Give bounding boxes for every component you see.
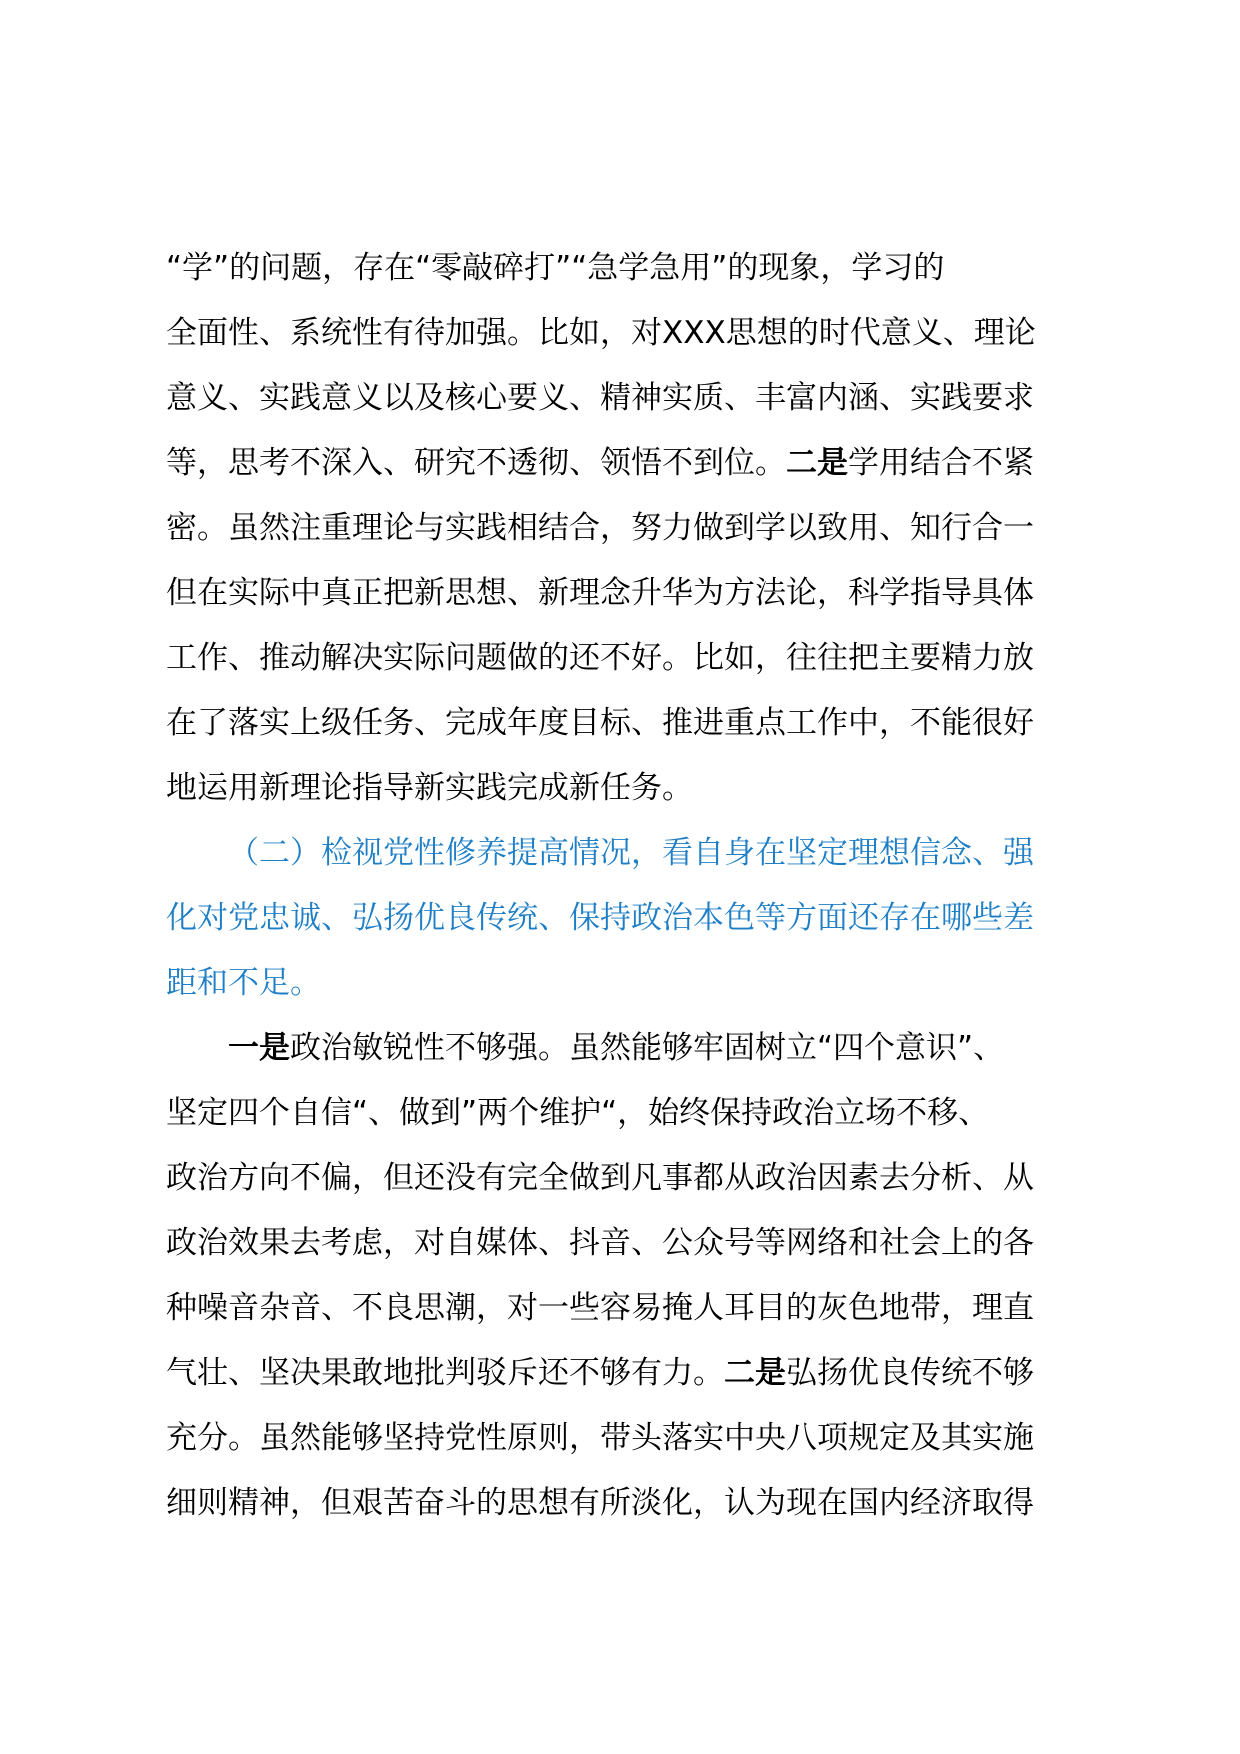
text-run: 弘扬优良传统不够 bbox=[786, 1355, 1034, 1391]
text-line: 意义、实践意义以及核心要义、精神实质、丰富内涵、实践要求 bbox=[166, 380, 1034, 416]
text-line: 但在实际中真正把新思想、新理念升华为方法论，科学指导具体 bbox=[166, 575, 1034, 611]
text-line bbox=[166, 1016, 1094, 1081]
text-line: 全面性、系统性有待加强。比如，对XXX思想的时代意义、理论 bbox=[166, 315, 1036, 351]
text-run: 政治敏锐性不够强。虽然能够牢固树立“四个意识”、 bbox=[290, 1030, 1005, 1066]
document-body bbox=[166, 236, 1094, 1536]
text-line: 细则精神，但艰苦奋斗的思想有所淡化，认为现在国内经济取得 bbox=[166, 1485, 1034, 1521]
text-run: 气壮、坚决果敢地批判驳斥还不够有力。 bbox=[166, 1355, 724, 1391]
paragraph-learning-issues bbox=[166, 236, 1094, 821]
emphasis-label: 一是 bbox=[228, 1030, 290, 1066]
heading-line: （二）检视党性修养提高情况，看自身在坚定理想信念、强 bbox=[228, 835, 1034, 871]
text-line: 种噪音杂音、不良思潮，对一些容易掩人耳目的灰色地带，理直 bbox=[166, 1290, 1034, 1326]
text-line: 政治效果去考虑，对自媒体、抖音、公众号等网络和社会上的各 bbox=[166, 1225, 1034, 1261]
text-line: 政治方向不偏，但还没有完全做到凡事都从政治因素去分析、从 bbox=[166, 1160, 1034, 1196]
heading-line: 距和不足。 bbox=[166, 965, 321, 1001]
text-run: 等，思考不深入、研究不透彻、领悟不到位。 bbox=[166, 445, 786, 481]
text-line: 坚定四个自信“、做到”两个维护“，始终保持政治立场不移、 bbox=[166, 1095, 990, 1131]
heading-line: 化对党忠诚、弘扬优良传统、保持政治本色等方面还存在哪些差 bbox=[166, 900, 1034, 936]
text-line: 工作、推动解决实际问题做的还不好。比如，往往把主要精力放 bbox=[166, 640, 1034, 676]
text-run: 学用结合不紧 bbox=[848, 445, 1034, 481]
text-line: 地运用新理论指导新实践完成新任务。 bbox=[166, 770, 693, 806]
text-line: 在了落实上级任务、完成年度目标、推进重点工作中，不能很好 bbox=[166, 705, 1034, 741]
emphasis-label: 二是 bbox=[724, 1355, 786, 1391]
text-line: “学”的问题，存在“零敲碎打”“急学急用”的现象，学习的 bbox=[166, 250, 945, 286]
text-line: 充分。虽然能够坚持党性原则，带头落实中央八项规定及其实施 bbox=[166, 1420, 1034, 1456]
text-line bbox=[166, 1341, 1094, 1406]
section-heading-2 bbox=[166, 821, 1094, 1016]
text-line bbox=[166, 431, 1094, 496]
text-line: 密。虽然注重理论与实践相结合，努力做到学以致用、知行合一 bbox=[166, 510, 1034, 546]
emphasis-label: 二是 bbox=[786, 445, 848, 481]
paragraph-party-spirit bbox=[166, 1016, 1094, 1536]
